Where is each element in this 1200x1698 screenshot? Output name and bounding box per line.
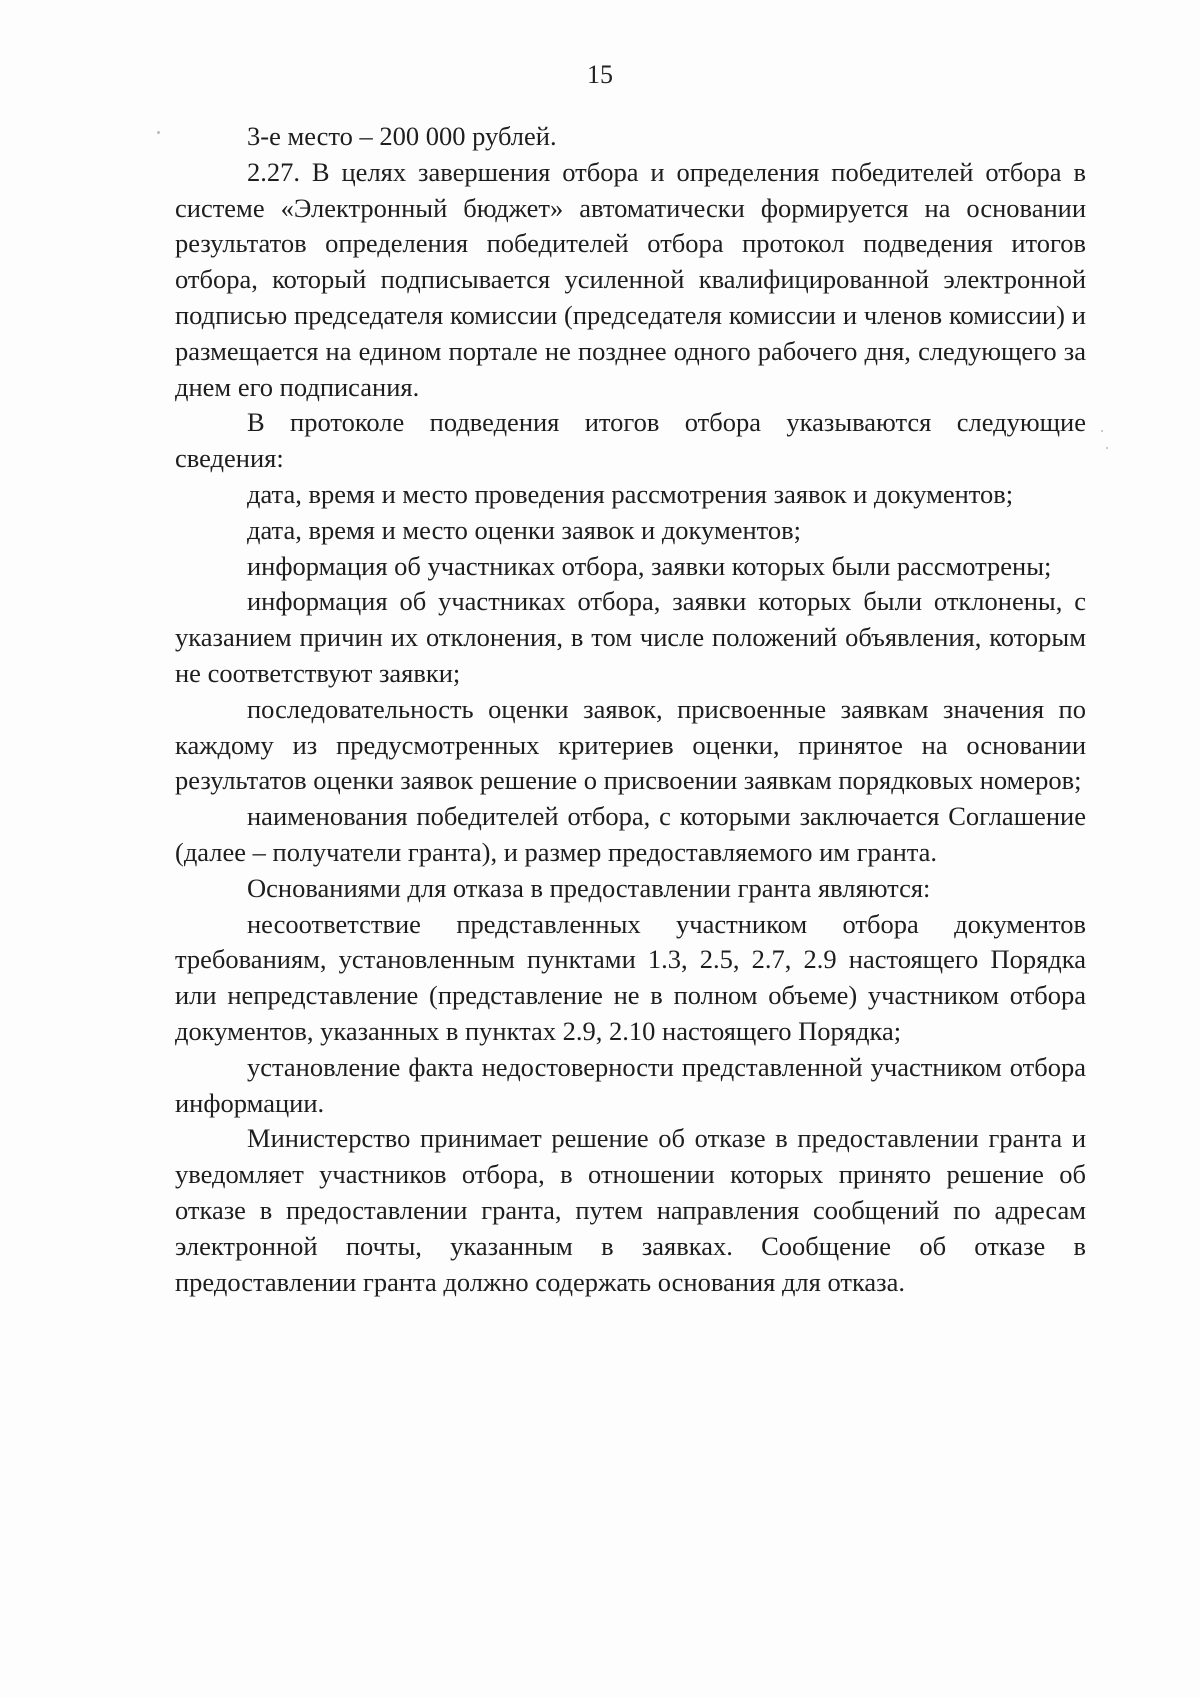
list-item-evaluation-sequence: последовательность оценки заявок, присвоенные заявкам значения по каждому из предусмотренных критериев оценки, принятое на основании результатов оценки заявок решение о присвоении заявкам порядковых номеров; <box>175 693 1086 796</box>
list-item-review-date: дата, время и место проведения рассмотрения заявок и документов; <box>247 478 1014 509</box>
list-item-document-noncompliance: несоответствие представленных участником отбора документов требованиям, установленным пунктами 1.3, 2.5, 2.7, 2.9 настоящего Порядка или непредставление (представление не в полном объеме) участником отбора документов, указанных в пунктах 2.9, 2.10 настоящего Порядка; <box>175 908 1086 1046</box>
paragraph-refusal-grounds-intro: Основаниями для отказа в предоставлении гранта являются: <box>247 872 931 903</box>
list-item-winners: наименования победителей отбора, с которыми заключается Соглашение (далее – получатели гранта), и размер предоставляемого им гранта. <box>175 801 1086 867</box>
document-body <box>175 119 1086 1300</box>
paragraph-section-2-27: 2.27. В целях завершения отбора и определения победителей отбора в системе «Электронный бюджет» автоматически формируется на основании результатов определения победителей отбора протокол подведения итогов отбора, который подписывается усиленной квалифицированной электронной подписью председателя комиссии (председателя комиссии и членов комиссии) и размещается на едином портале не позднее одного рабочего дня, следующего за днем его подписания. <box>175 156 1086 402</box>
scan-speck <box>157 131 160 134</box>
page-number: 15 <box>587 60 613 89</box>
paragraph-prize-third-place: 3-е место – 200 000 рублей. <box>247 121 557 151</box>
list-item-unreliable-info: установление факта недостоверности представленной участником отбора информации. <box>175 1051 1086 1118</box>
paragraph-ministry-decision: Министерство принимает решение об отказе в предоставлении гранта и уведомляет участников отбора, в отношении которых принято решение об отказе в предоставлении гранта, путем направления сообщений по адресам электронной почты, указанным в заявках. Сообщение об отказе в предоставлении гранта должно содержать основания для отказа. <box>175 1123 1086 1297</box>
scan-speck <box>1106 447 1108 449</box>
scan-speck <box>1101 430 1103 432</box>
list-item-reviewed-participants: информация об участниках отбора, заявки которых были рассмотрены; <box>247 550 1052 581</box>
list-item-rejected-participants: информация об участниках отбора, заявки которых были отклонены, с указанием причин их отклонения, в том числе положений объявления, которым не соответствуют заявки; <box>175 586 1086 688</box>
paragraph-protocol-contents-intro: В протоколе подведения итогов отбора указываются следующие сведения: <box>175 407 1086 474</box>
list-item-evaluation-date: дата, время и место оценки заявок и документов; <box>247 514 802 545</box>
